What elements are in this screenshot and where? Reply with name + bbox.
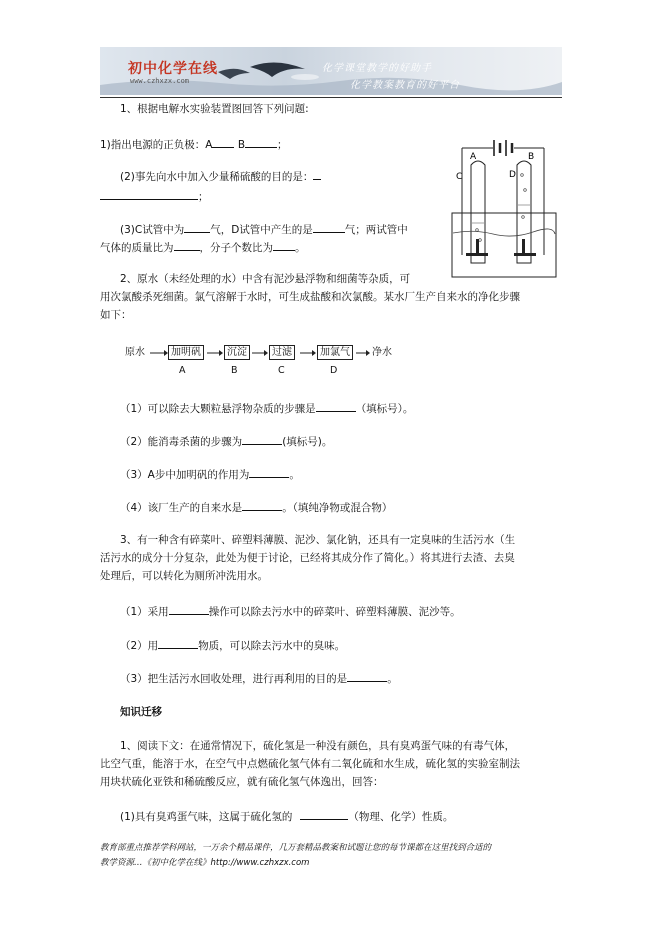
q2-sub2-b: (填标号)。 [282, 436, 333, 448]
q2-sub4-a: （4）该厂生产的自来水是 [120, 502, 243, 514]
q3-sub3-a: （3）把生活污水回收处理，进行再利用的目的是 [120, 673, 348, 685]
q1-part1-end: ； [277, 139, 288, 151]
q1-part3-line2 [100, 239, 306, 255]
blank [316, 400, 356, 412]
q1-part3-d: 气体的质量比为 [100, 242, 174, 254]
label-A: A [470, 152, 477, 162]
q2-sub3-a: （3）A步中加明矾的作用为 [120, 469, 250, 481]
flow-label-D: D [330, 365, 338, 376]
q3-sub1 [120, 603, 461, 619]
flow-start: 原水 [125, 347, 145, 358]
flow-step-3: 过滤 [269, 345, 295, 360]
q2-sub3-b: 。 [289, 469, 300, 481]
q2-sub1-a: （1）可以除去大颗粒悬浮物杂质的步骤是 [120, 403, 316, 415]
q2-sub1 [120, 400, 413, 416]
blank [347, 670, 387, 682]
q3-sub2-a: （2）用 [120, 640, 159, 652]
label-D: D [509, 170, 516, 180]
blank [212, 136, 234, 148]
q3-line1: 3、有一种含有碎菜叶、碎塑料薄膜、泥沙、氯化钠，还具有一定臭味的生活污水（生 [120, 534, 516, 546]
q1-part3-f: 。 [295, 242, 306, 254]
blank [242, 499, 282, 511]
label-C: C [456, 172, 463, 182]
blank [245, 136, 277, 148]
q1-part2-line2 [100, 188, 209, 204]
header-rule [100, 97, 562, 98]
flow-label-C: C [278, 365, 285, 376]
blank [300, 808, 348, 820]
q2-line1: 2、原水（未经处理的水）中含有泥沙悬浮物和细菌等杂质，可 [120, 273, 411, 285]
blank [313, 221, 345, 233]
blank [242, 433, 282, 445]
q2-sub2 [120, 433, 332, 449]
section-line1: 1、阅读下文：在通常情况下，硫化氢是一种没有颜色，具有臭鸡蛋气味的有毒气体， [120, 740, 516, 752]
banner-slogan-2: 化学教案教育的好平台 [350, 80, 460, 91]
q1-part3-b: 气，D试管中产生的是 [210, 224, 313, 236]
blank [184, 221, 210, 233]
blank [249, 466, 289, 478]
q1-part2 [120, 168, 321, 184]
banner-logo-text: 初中化学在线 [128, 61, 218, 77]
header-banner [100, 47, 562, 95]
footer-line2: 教学资源…《初中化学在线》http://www.czhxzx.com [100, 858, 310, 868]
q1-part2-end: ； [198, 191, 209, 203]
q2-sub4-b: 。（填纯净物或混合物） [282, 502, 393, 514]
q3-sub3-b: 。 [387, 673, 398, 685]
section-sub1-b: （物理、化学）性质。 [348, 811, 454, 823]
flow-end: 净水 [372, 347, 392, 358]
q1-title: 1、根据电解水实验装置图回答下列问题: [120, 103, 309, 115]
flow-label-A: A [179, 365, 186, 376]
flow-step-2: 沉淀 [224, 345, 250, 360]
section-line3: 用块状硫化亚铁和稀硫酸反应，就有硫化氢气体逸出，回答： [100, 776, 384, 788]
section-sub1 [120, 808, 453, 824]
banner-site-url: www.czhxzx.com [130, 77, 190, 85]
electrolysis-diagram [448, 135, 560, 283]
blank [273, 239, 295, 251]
q3-sub1-b: 操作可以除去污水中的碎菜叶、碎塑料薄膜、泥沙等。 [208, 606, 461, 618]
footer-line1: 教育部重点推荐学科网站，一万余个精品课件，几万套精品教案和试题让您的每节课都在这里找到合适的 [100, 843, 492, 853]
banner-slogan-1: 化学课堂教学的好助手 [322, 63, 432, 74]
q1-part1 [100, 136, 288, 152]
section-title: 知识迁移 [120, 706, 162, 718]
flow-step-4: 加氯气 [317, 345, 353, 360]
flow-step-1: 加明矾 [168, 345, 204, 360]
blank [158, 637, 198, 649]
q1-part3-e: ，分子个数比为 [199, 242, 273, 254]
q2-sub4 [120, 499, 392, 515]
q2-line2: 用次氯酸杀死细菌。氯气溶解于水时，可生成盐酸和次氯酸。某水厂生产自来水的净化步骤 [100, 291, 520, 303]
q3-sub2 [120, 637, 345, 653]
q1-part3 [120, 221, 408, 237]
blank [169, 603, 209, 615]
section-line2: 比空气重，能溶于水，在空气中点燃硫化氢气体有二氧化硫和水生成，硫化氢的实验室制法 [100, 758, 520, 770]
q3-sub1-a: （1）采用 [120, 606, 169, 618]
q2-sub2-a: （2）能消毒杀菌的步骤为 [120, 436, 243, 448]
q1-part3-c: 气；两试管中 [344, 224, 408, 236]
blank [174, 239, 200, 251]
q1-part1-text: 1)指出电源的正负极：A [100, 139, 213, 151]
section-sub1-a: (1)具有臭鸡蛋气味，这属于硫化氢的 [120, 811, 293, 823]
q1-part3-a: (3)C试管中为 [120, 224, 185, 236]
q3-line3: 处理后，可以转化为厕所冲洗用水。 [100, 570, 268, 582]
label-B: B [528, 152, 535, 162]
q3-sub2-b: 物质，可以除去污水中的臭味。 [198, 640, 346, 652]
q2-sub3 [120, 466, 300, 482]
blank [100, 188, 198, 200]
q2-line3: 如下： [100, 309, 132, 321]
blank [313, 168, 321, 180]
q3-line2: 活污水的成分十分复杂，此处为便于讨论，已经将其成分作了简化。）将其进行去渣、去臭 [100, 552, 515, 564]
q1-part1-b: B [237, 139, 246, 151]
q1-part2-text: (2)事先向水中加入少量稀硫酸的目的是： [120, 171, 314, 183]
flow-label-B: B [231, 365, 238, 376]
q2-sub1-b: （填标号）。 [355, 403, 414, 415]
q3-sub3 [120, 670, 398, 686]
